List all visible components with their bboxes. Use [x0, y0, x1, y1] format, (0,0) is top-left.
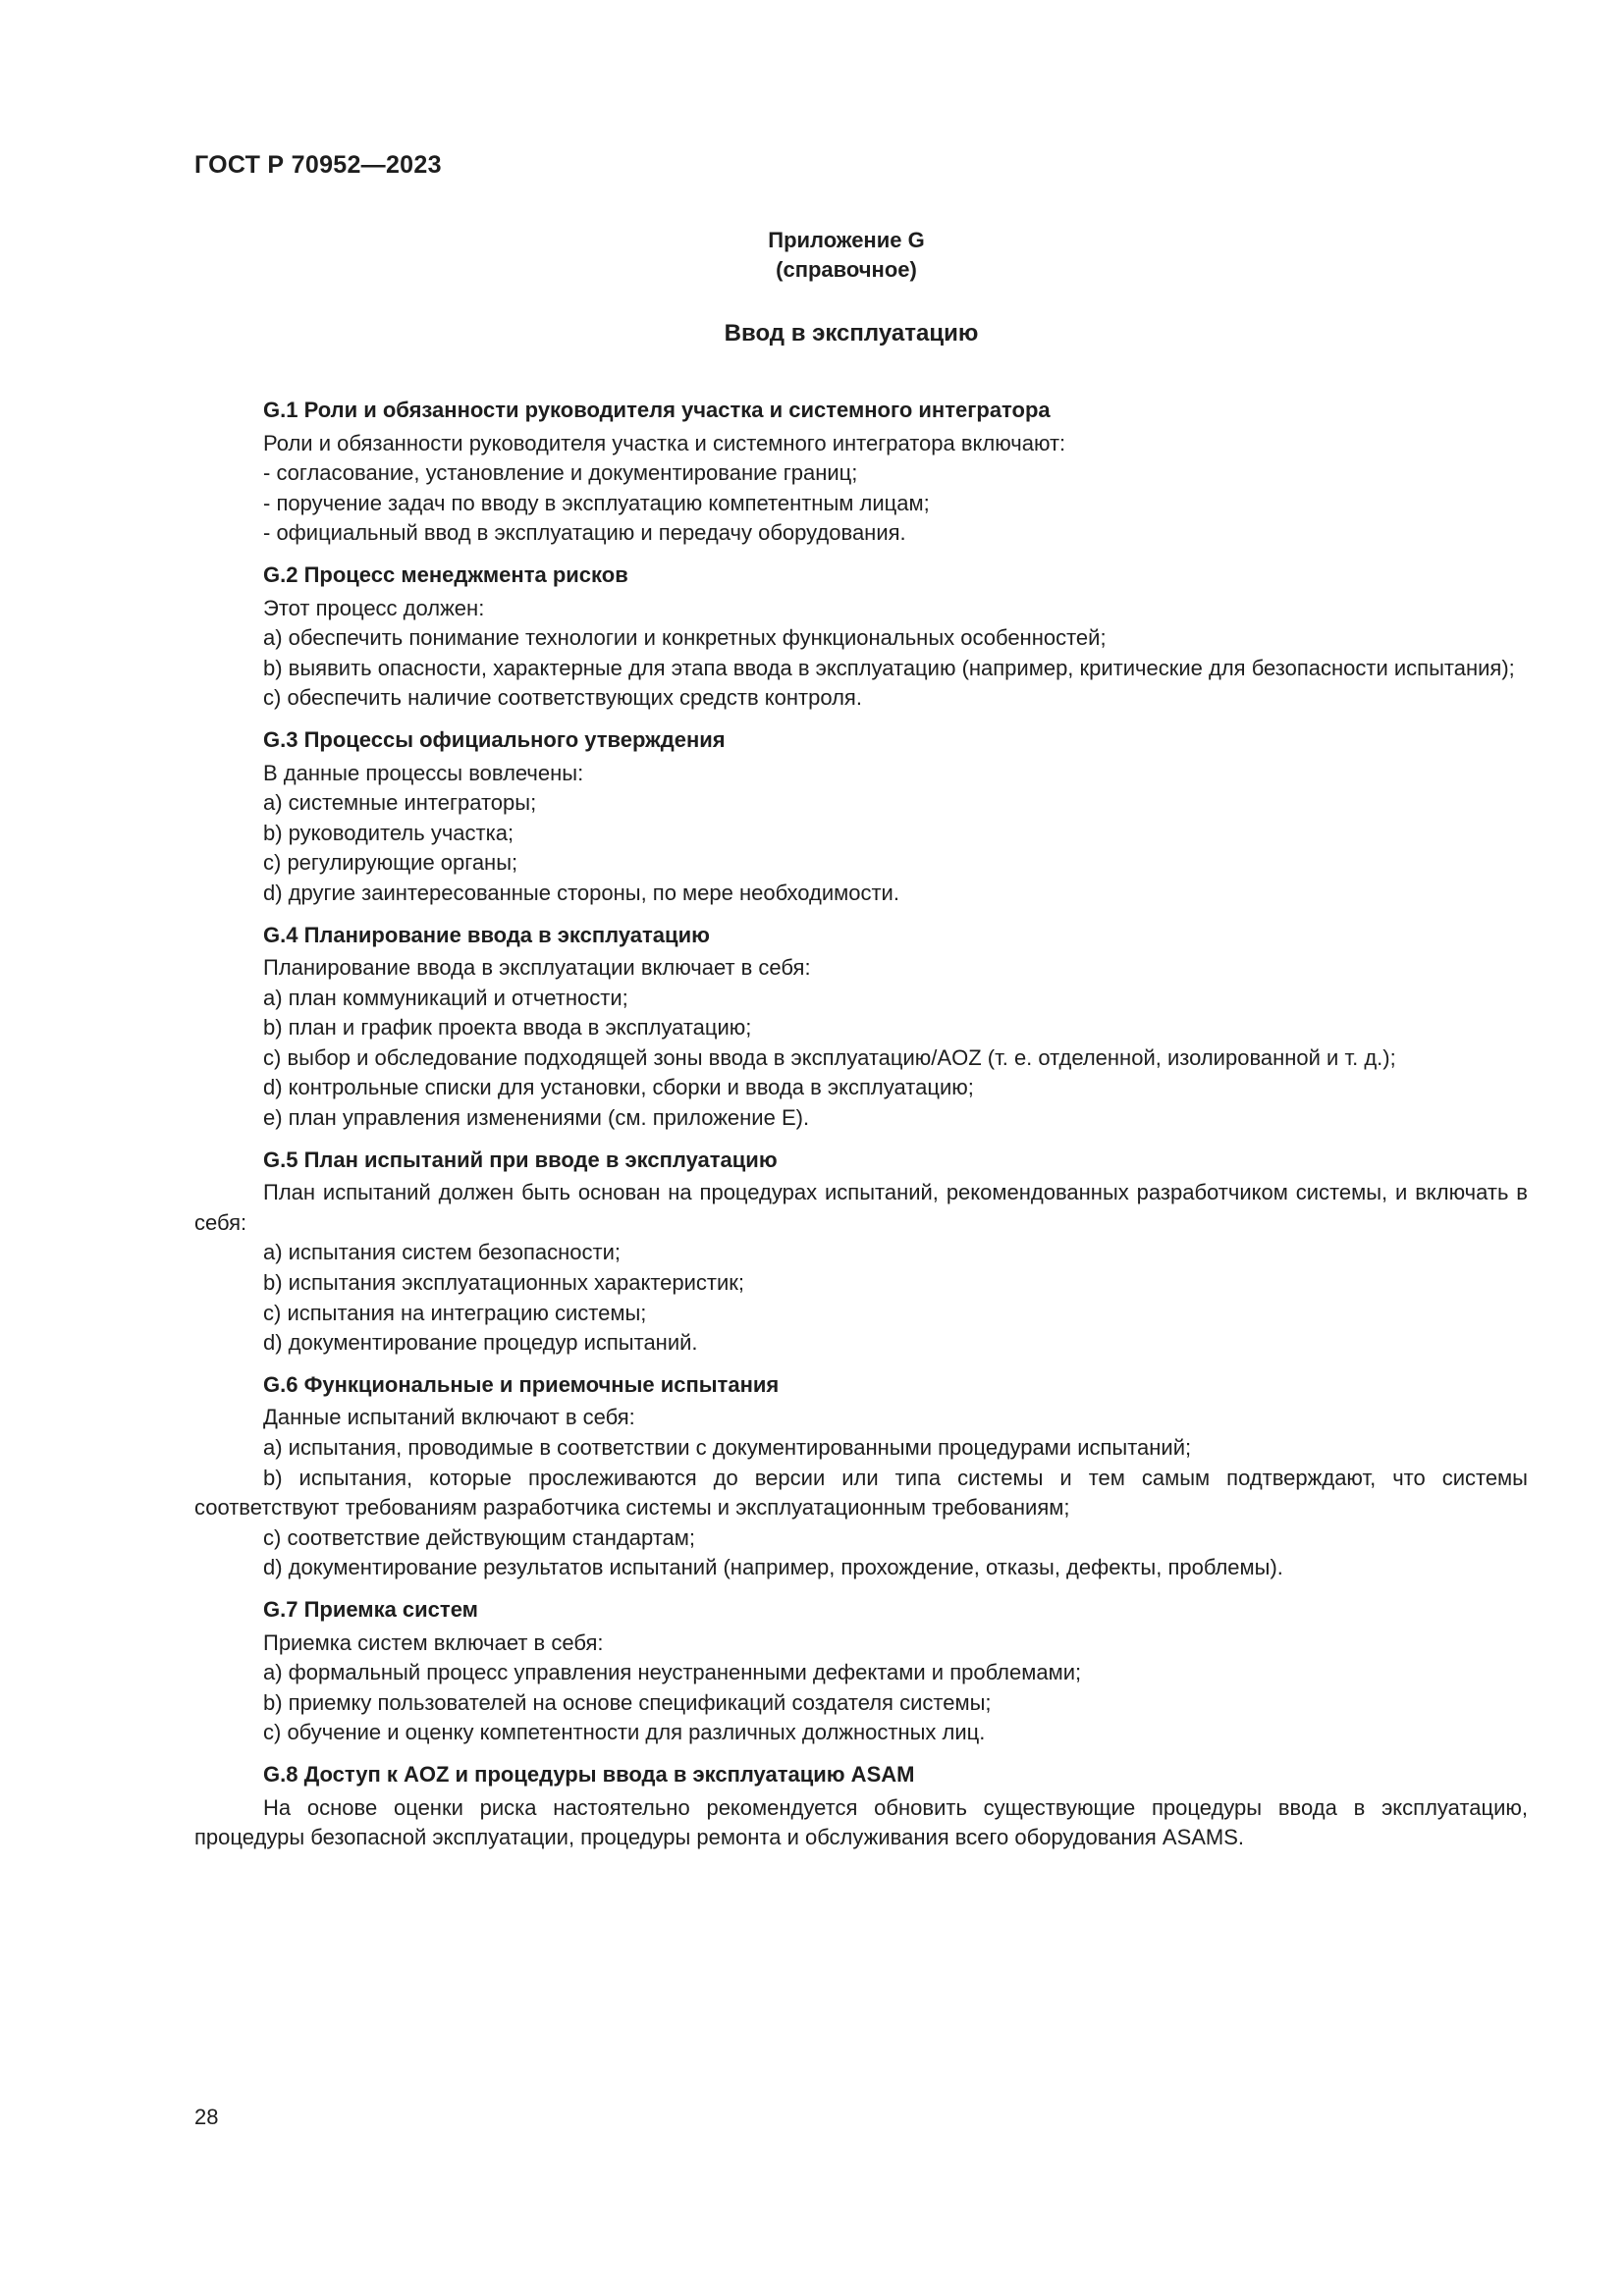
paragraph: - поручение задач по вводу в эксплуатацию компетентным лицам; [263, 490, 930, 515]
paragraph: c) обеспечить наличие соответствующих средств контроля. [263, 685, 862, 711]
section-title: G.8 Доступ к AOZ и процедуры ввода в эксплуатацию ASAM [263, 1761, 915, 1787]
paragraph: В данные процессы вовлечены: [263, 760, 584, 785]
paragraph: Данные испытаний включают в себя: [263, 1405, 635, 1430]
standard-code: ГОСТ Р 70952—2023 [194, 151, 442, 179]
section-title: G.3 Процессы официального утверждения [263, 726, 726, 752]
paragraph: b) испытания эксплуатационных характеристик; [263, 1270, 745, 1296]
section [194, 1595, 1528, 1748]
paragraph: a) формальный процесс управления неустраненными дефектами и проблемами; [263, 1660, 1082, 1685]
paragraph: d) документирование процедур испытаний. [263, 1330, 698, 1356]
paragraph: a) испытания систем безопасности; [263, 1240, 621, 1265]
paragraph: Планирование ввода в эксплуатации включает в себя: [263, 955, 811, 981]
paragraph: a) системные интеграторы; [263, 790, 537, 816]
appendix-kind: (справочное) [776, 257, 917, 282]
document-body [194, 396, 1528, 1853]
paragraph: c) обучение и оценку компетентности для различных должностных лиц. [263, 1720, 986, 1745]
paragraph: a) обеспечить понимание технологии и конкретных функциональных особенностей; [263, 625, 1107, 651]
paragraph: c) регулирующие органы; [263, 850, 518, 876]
section-title: G.5 План испытаний при вводе в эксплуатацию [263, 1147, 778, 1172]
paragraph: На основе оценки риска настоятельно рекомендуется обновить существующие процедуры ввода в эксплуатацию, процедуры безопасной эксплуатации, процедуры ремонта и обслуживания всего оборудования ASAMS. [194, 1794, 1528, 1850]
section-title: G.2 Процесс менеджмента рисков [263, 561, 628, 587]
paragraph: b) испытания, которые прослеживаются до версии или типа системы и тем самым подтверждают, что системы соответствуют требованиям разработчика системы и эксплуатационным требованиям; [194, 1465, 1528, 1521]
page-number: 28 [194, 2105, 219, 2129]
paragraph: - согласование, установление и документирование границ; [263, 460, 858, 486]
paragraph: b) приемку пользователей на основе спецификаций создателя системы; [263, 1689, 992, 1715]
paragraph: a) план коммуникаций и отчетности; [263, 985, 628, 1010]
page-title: Ввод в эксплуатацию [724, 320, 979, 347]
paragraph: Роли и обязанности руководителя участка и системного интегратора включают: [263, 430, 1066, 455]
section [194, 1146, 1528, 1359]
paragraph: d) документирование результатов испытаний (например, прохождение, отказы, дефекты, проблемы). [263, 1555, 1283, 1580]
paragraph: b) руководитель участка; [263, 820, 514, 845]
paragraph: b) план и график проекта ввода в эксплуатацию; [263, 1015, 752, 1041]
paragraph: d) другие заинтересованные стороны, по мере необходимости. [263, 880, 899, 905]
paragraph: План испытаний должен быть основан на процедурах испытаний, рекомендованных разработчиком системы, и включать в себя: [194, 1180, 1528, 1235]
section [194, 921, 1528, 1134]
paragraph: c) соответствие действующим стандартам; [263, 1524, 696, 1550]
paragraph: c) испытания на интеграцию системы; [263, 1300, 647, 1325]
paragraph: c) выбор и обследование подходящей зоны ввода в эксплуатацию/AOZ (т. е. отделенной, изолированной и т. д.); [263, 1044, 1396, 1070]
section-title: G.4 Планирование ввода в эксплуатацию [263, 922, 710, 947]
paragraph: e) план управления изменениями (см. приложение E). [263, 1105, 810, 1131]
appendix-heading [0, 226, 1624, 285]
section-title: G.1 Роли и обязанности руководителя участка и системного интегратора [263, 398, 1051, 422]
section-title: G.7 Приемка систем [263, 1596, 478, 1622]
paragraph: Этот процесс должен: [263, 595, 485, 620]
paragraph: d) контрольные списки для установки, сборки и ввода в эксплуатацию; [263, 1075, 974, 1100]
section [194, 396, 1528, 549]
paragraph: a) испытания, проводимые в соответствии с документированными процедурами испытаний; [263, 1435, 1192, 1460]
section [194, 1370, 1528, 1583]
section [194, 1760, 1528, 1853]
appendix-label: Приложение G [768, 228, 925, 252]
section-title: G.6 Функциональные и приемочные испытания [263, 1371, 780, 1397]
paragraph: b) выявить опасности, характерные для этапа ввода в эксплуатацию (например, критические для безопасности испытания); [263, 655, 1515, 680]
section [194, 725, 1528, 909]
paragraph: - официальный ввод в эксплуатацию и передачу оборудования. [263, 520, 906, 546]
section [194, 561, 1528, 714]
paragraph: Приемка систем включает в себя: [263, 1629, 604, 1655]
